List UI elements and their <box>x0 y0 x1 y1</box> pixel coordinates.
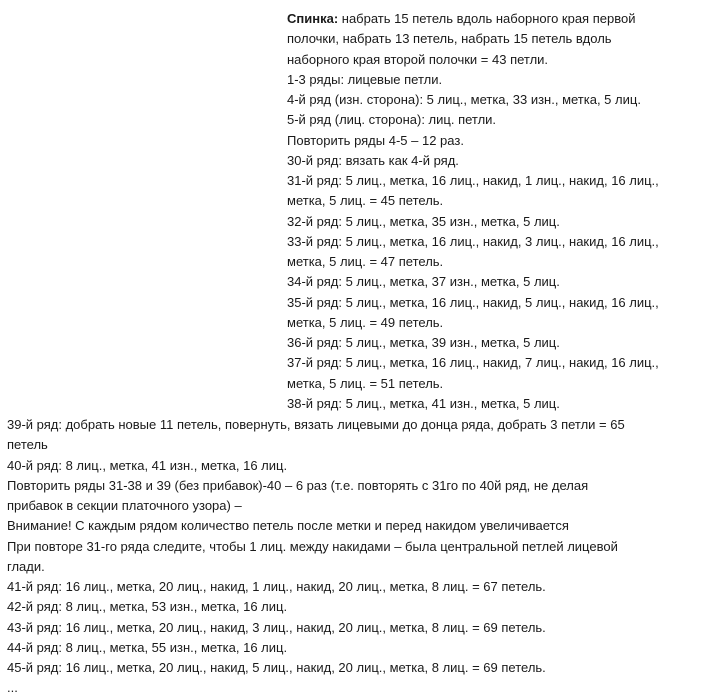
instruction-line: 1-3 ряды: лицевые петли. <box>287 71 443 87</box>
instruction-line: 45-й ряд: 16 лиц., метка, 20 лиц., накид, 5 лиц., накид, 20 лиц., метка, 8 лиц. = 69 петель. <box>7 660 546 675</box>
instruction-line: 43-й ряд: 16 лиц., метка, 20 лиц., накид, 3 лиц., накид, 20 лиц., метка, 8 лиц. = 69 петель. <box>7 619 546 635</box>
instructions-full-width <box>7 415 707 699</box>
instruction-line: наборного края второй полочки = 43 петли. <box>287 51 549 67</box>
instruction-line <box>287 9 702 29</box>
instruction-line: 34-й ряд: 5 лиц., метка, 37 изн., метка, 5 лиц. <box>287 274 560 290</box>
instruction-line: 33-й ряд: 5 лиц., метка, 16 лиц., накид, 3 лиц., накид, 16 лиц., <box>287 233 659 249</box>
instruction-line: 41-й ряд: 16 лиц., метка, 20 лиц., накид, 1 лиц., накид, 20 лиц., метка, 8 лиц. = 67 петель. <box>7 579 546 594</box>
instruction-line: 36-й ряд: 5 лиц., метка, 39 изн., метка, 5 лиц. <box>287 335 560 350</box>
instruction-line: прибавок в секции платочного узора) – <box>7 498 242 513</box>
instruction-line: ... <box>7 680 18 696</box>
instructions-right-column <box>287 9 702 414</box>
instruction-line: полочки, набрать 13 петель, набрать 15 петель вдоль <box>287 31 612 47</box>
instruction-line: 35-й ряд: 5 лиц., метка, 16 лиц., накид, 5 лиц., накид, 16 лиц., <box>287 294 659 310</box>
instruction-line: 42-й ряд: 8 лиц., метка, 53 изн., метка, 16 лиц. <box>7 599 288 615</box>
instruction-line: метка, 5 лиц. = 51 петель. <box>287 375 444 391</box>
instruction-line: 38-й ряд: 5 лиц., метка, 41 изн., метка, 5 лиц. <box>287 395 560 411</box>
instruction-line: петель <box>7 437 48 453</box>
instruction-line: При повторе 31-го ряда следите, чтобы 1 лиц. между накидами – была центральной петлей лицевой <box>7 538 618 554</box>
instruction-line: метка, 5 лиц. = 47 петель. <box>287 254 444 269</box>
instruction-line: метка, 5 лиц. = 45 петель. <box>287 193 444 209</box>
instruction-line: 30-й ряд: вязать как 4-й ряд. <box>287 152 459 168</box>
instruction-line: глади. <box>7 558 45 574</box>
instruction-line: 40-й ряд: 8 лиц., метка, 41 изн., метка, 16 лиц. <box>7 457 288 473</box>
instruction-line: 37-й ряд: 5 лиц., метка, 16 лиц., накид, 7 лиц., накид, 16 лиц., <box>287 355 659 371</box>
instruction-line: Внимание! С каждым рядом количество петель после метки и перед накидом увеличивается <box>7 518 569 534</box>
instruction-line: Повторить ряды 4-5 – 12 раз. <box>287 132 464 148</box>
instruction-line: 32-й ряд: 5 лиц., метка, 35 изн., метка, 5 лиц. <box>287 213 560 229</box>
instruction-line: 44-й ряд: 8 лиц., метка, 55 изн., метка, 16 лиц. <box>7 639 288 655</box>
instruction-line: 39-й ряд: добрать новые 11 петель, повернуть, вязать лицевыми до донца ряда, добрать 3 петли = 65 <box>7 417 625 432</box>
instruction-text: набрать 15 петель вдоль наборного края первой <box>338 11 636 26</box>
instruction-line: 5-й ряд (лиц. сторона): лиц. петли. <box>287 112 497 128</box>
section-heading: Спинка: <box>287 11 339 26</box>
instruction-line: 31-й ряд: 5 лиц., метка, 16 лиц., накид, 1 лиц., накид, 16 лиц., <box>287 173 659 188</box>
instruction-line: 4-й ряд (изн. сторона): 5 лиц., метка, 33 изн., метка, 5 лиц. <box>287 92 641 107</box>
instruction-line: Повторить ряды 31-38 и 39 (без прибавок)-40 – 6 раз (т.е. повторять с 31го по 40й ряд, не делая <box>7 477 589 493</box>
instruction-line: метка, 5 лиц. = 49 петель. <box>287 314 444 330</box>
